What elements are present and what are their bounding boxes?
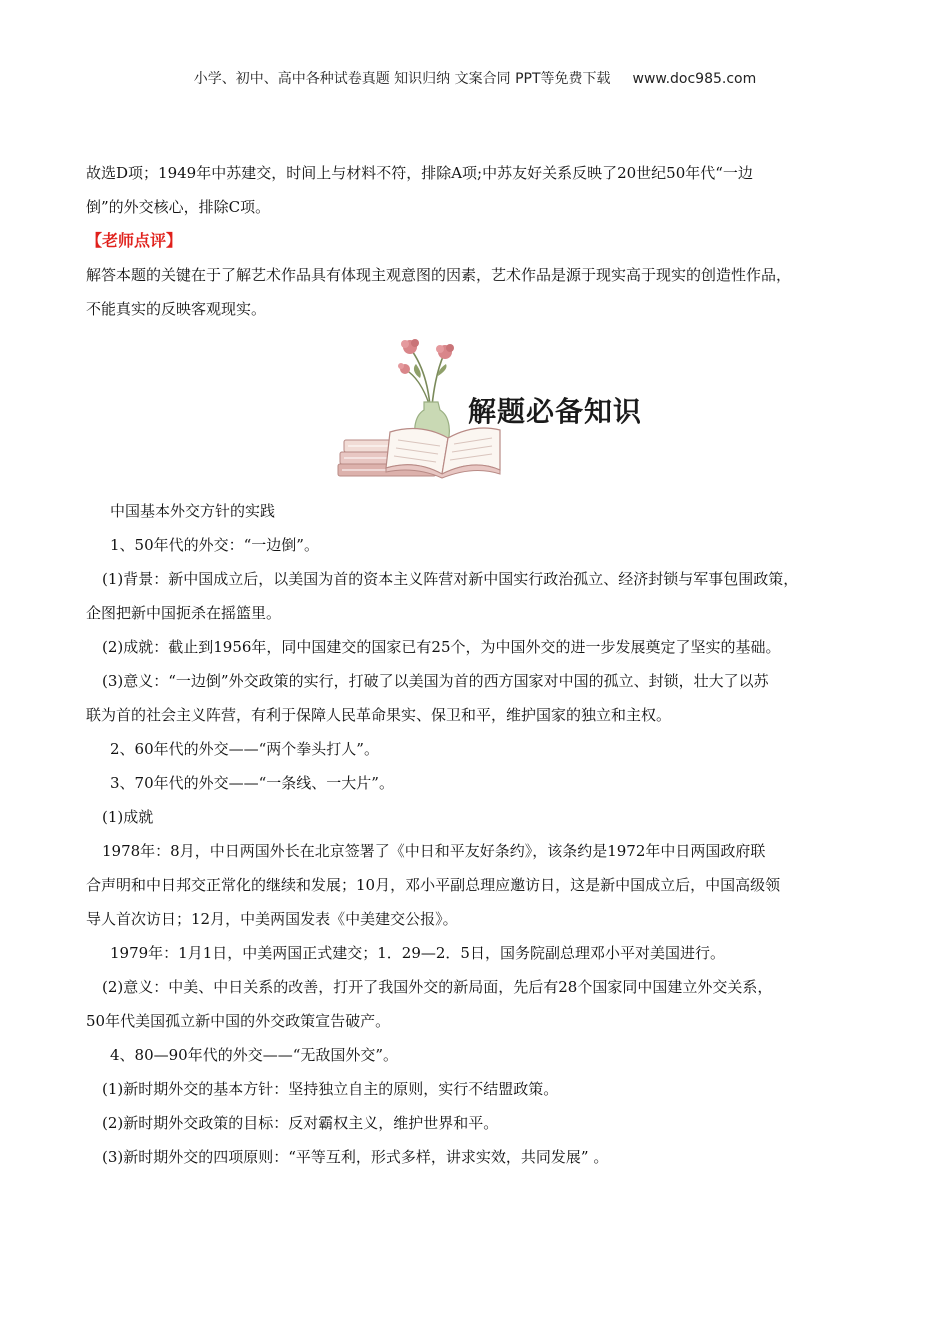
banner-title: 解题必备知识: [468, 395, 643, 428]
body-line: 1979年：1月1日，中美两国正式建交；1．29—2．5日，国务院副总理邓小平对美国进行。: [110, 944, 725, 962]
body-line: 1978年：8月，中日两国外长在北京签署了《中日和平友好条约》，该条约是1972年中日两国政府联: [102, 842, 766, 860]
body-line: (2)意义：中美、中日关系的改善，打开了我国外交的新局面，先后有28个国家同中国建立外交关系，: [102, 978, 773, 996]
teacher-comment-title: 【老师点评】: [86, 231, 183, 250]
top-section: [86, 156, 876, 326]
body-line: (1)背景：新中国成立后，以美国为首的资本主义阵营对新中国实行政治孤立、经济封锁与军事包围政策，: [102, 570, 799, 588]
body-line: (1)成就: [102, 808, 154, 826]
teacher-comment-line-1: 解答本题的关键在于了解艺术作品具有体现主观意图的因素，艺术作品是源于现实高于现实的创造性作品，: [86, 266, 792, 284]
body-line: 企图把新中国扼杀在摇篮里。: [86, 604, 282, 622]
section-title: 中国基本外交方针的实践: [110, 502, 276, 520]
body-line: 4、80—90年代的外交——“无敌国外交”。: [110, 1046, 399, 1064]
body-line: 50年代美国孤立新中国的外交政策宣告破产。: [86, 1012, 391, 1030]
knowledge-body: [86, 494, 886, 1174]
body-line: (3)意义：“一边倒”外交政策的实行，打破了以美国为首的西方国家对中国的孤立、封锁，壮大了以苏: [102, 672, 769, 690]
body-line: 1、50年代的外交：“一边倒”。: [110, 536, 319, 554]
teacher-comment-line-2: 不能真实的反映客观现实。: [86, 300, 267, 318]
body-line: 3、70年代的外交——“一条线、一大片”。: [110, 774, 394, 792]
answer-line-2: 倒”的外交核心，排除C项。: [86, 198, 271, 216]
body-line: (1)新时期外交的基本方针：坚持独立自主的原则，实行不结盟政策。: [102, 1080, 559, 1098]
body-line: 2、60年代的外交——“两个拳头打人”。: [110, 740, 379, 758]
knowledge-banner: [330, 334, 660, 484]
header-text: 小学、初中、高中各种试卷真题 知识归纳 文案合同 PPT等免费下载: [193, 71, 611, 87]
body-line: 合声明和中日邦交正常化的继续和发展；10月，邓小平副总理应邀访日，这是新中国成立后，中国高级领: [86, 876, 781, 894]
body-line: (2)成就：截止到1956年，同中国建交的国家已有25个，为中国外交的进一步发展奠定了坚实的基础。: [102, 638, 781, 656]
body-line: 导人首次访日；12月，中美两国发表《中美建交公报》。: [86, 910, 458, 928]
answer-line-1: 故选D项；1949年中苏建交，时间上与材料不符，排除A项;中苏友好关系反映了20世纪50年代“一边: [86, 164, 753, 182]
body-line: (2)新时期外交政策的目标：反对霸权主义，维护世界和平。: [102, 1114, 499, 1132]
body-line: (3)新时期外交的四项原则：“平等互利，形式多样，讲求实效，共同发展” 。: [102, 1148, 609, 1166]
body-line: 联为首的社会主义阵营，有利于保障人民革命果实、保卫和平，维护国家的独立和主权。: [86, 706, 672, 724]
header-site-link[interactable]: www.doc985.com: [632, 71, 757, 87]
page-header: [0, 68, 950, 88]
